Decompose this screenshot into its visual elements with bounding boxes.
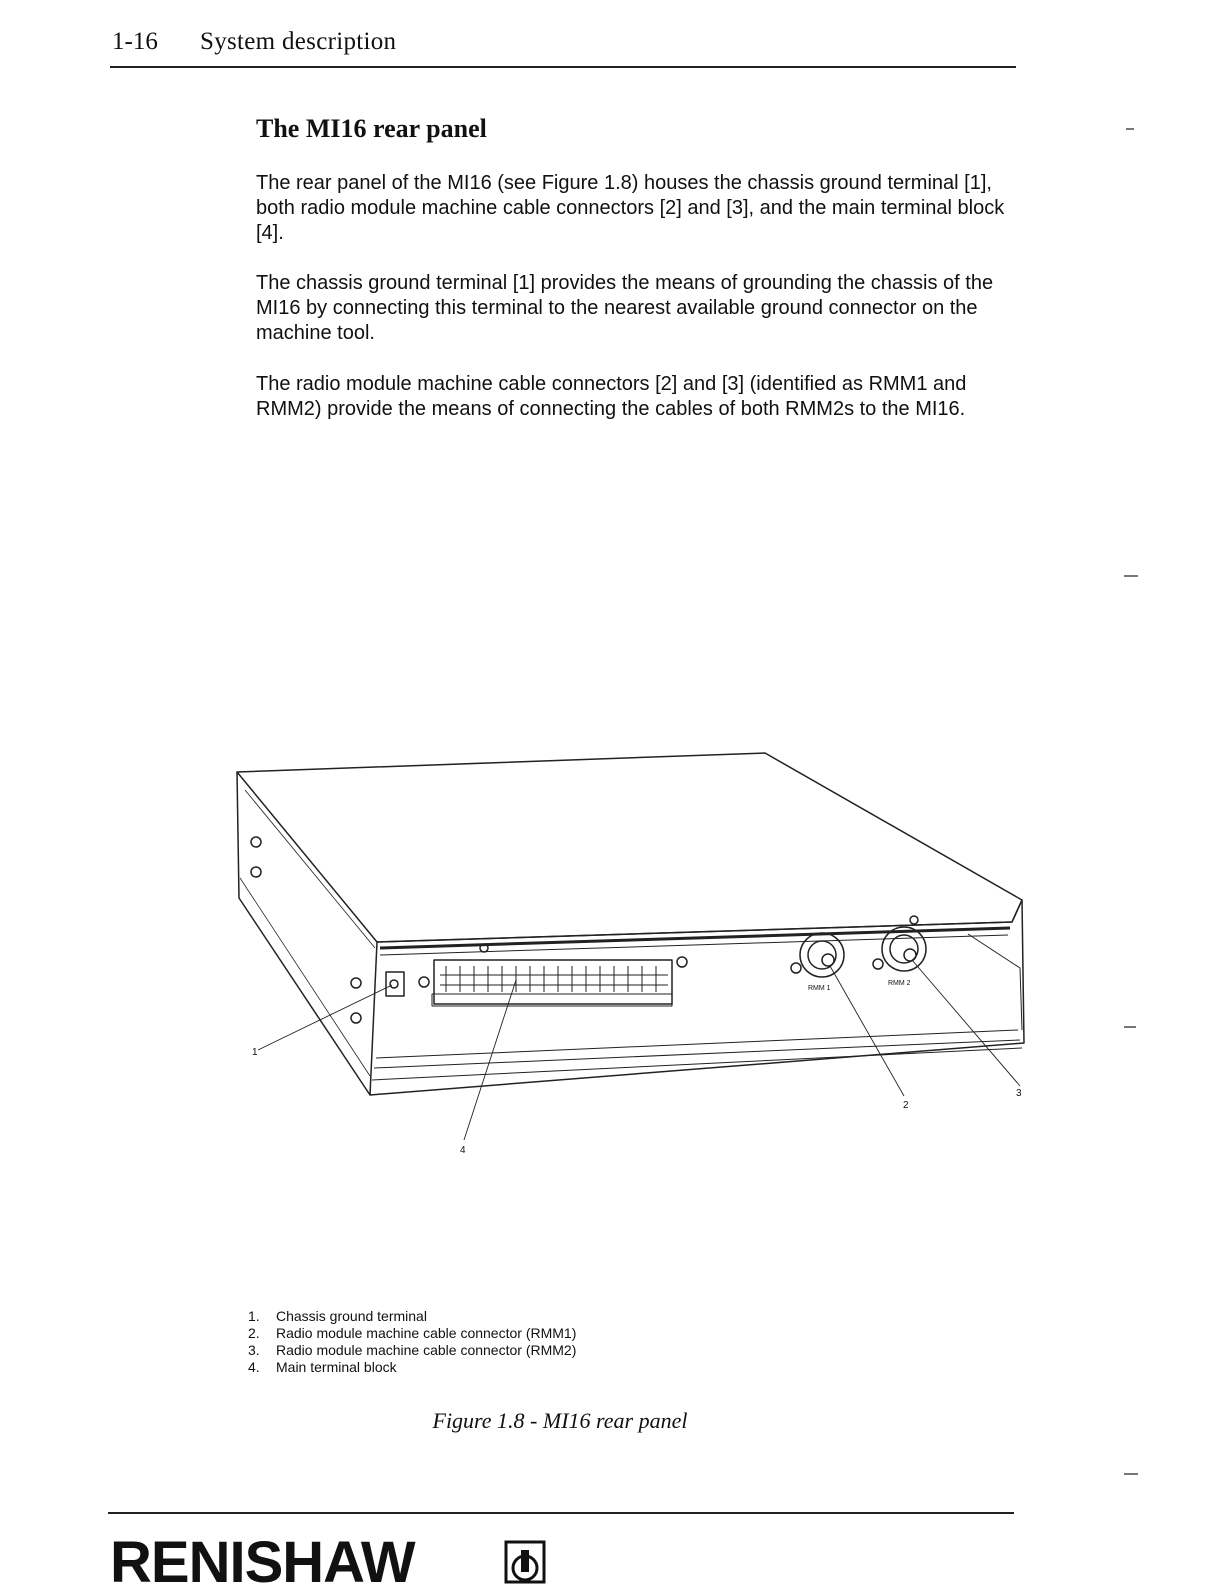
legend-number: 2. <box>248 1325 260 1341</box>
legend-item <box>248 1325 576 1342</box>
screw-icon <box>251 837 261 847</box>
rear-panel-figure <box>200 700 1060 1200</box>
legend-text: Radio module machine cable connector (RMM2) <box>276 1342 577 1358</box>
legend-text: Radio module machine cable connector (RMM1) <box>276 1325 577 1341</box>
screw-icon <box>351 1013 361 1023</box>
legend-item <box>248 1342 576 1359</box>
rmm2-connector-icon <box>882 927 926 971</box>
screw-icon <box>910 916 918 924</box>
logo-wordmark: RENISHAW <box>110 1530 415 1584</box>
page-number: 1-16 <box>112 28 158 55</box>
legend-text: Main terminal block <box>276 1359 397 1375</box>
screw-icon <box>677 957 687 967</box>
paragraph-2: The chassis ground terminal [1] provides the means of grounding the chassis of the MI16 by connecting this terminal to the nearest available ground connector on the machine tool. <box>256 272 994 344</box>
figure-legend <box>248 1308 576 1376</box>
paragraph-1: The rear panel of the MI16 (see Figure 1.8) houses the chassis ground terminal [1], both radio module machine cable connectors [2] and [3], and the main terminal block [4]. <box>256 172 1005 244</box>
legend-number: 1. <box>248 1308 260 1324</box>
case-left-side <box>237 772 377 1095</box>
section-title: The MI16 rear panel <box>256 114 487 143</box>
screw-icon <box>419 977 429 987</box>
margin-mark <box>1124 575 1138 577</box>
renishaw-logo <box>108 1520 548 1584</box>
running-header: System description <box>200 28 397 55</box>
leader-line-3 <box>912 960 1020 1086</box>
legend-item <box>248 1359 576 1376</box>
margin-mark <box>1126 128 1134 130</box>
callout-1: 1 <box>252 1047 258 1058</box>
paragraph-3: The radio module machine cable connectors [2] and [3] (identified as RMM1 and RMM2) provide the means of connecting the cables of both RMM2s to the MI16. <box>256 373 967 420</box>
rmm1-connector-icon <box>800 933 844 977</box>
terminal-block-icon <box>434 960 672 1004</box>
rmm2-label: RMM 2 <box>888 980 911 987</box>
screw-icon <box>351 978 361 988</box>
screw-icon <box>251 867 261 877</box>
callout-2: 2 <box>903 1100 909 1111</box>
figure-caption: Figure 1.8 - MI16 rear panel <box>432 1408 688 1433</box>
ground-terminal-icon <box>386 972 404 996</box>
legend-number: 3. <box>248 1342 260 1358</box>
callout-3: 3 <box>1016 1088 1022 1099</box>
legend-item <box>248 1308 576 1325</box>
footer-rule <box>108 1512 1014 1514</box>
rmm1-label: RMM 1 <box>808 985 831 992</box>
legend-number: 4. <box>248 1359 260 1375</box>
margin-mark <box>1124 1473 1138 1475</box>
logo-emblem-icon <box>506 1542 544 1582</box>
case-top <box>237 753 1022 942</box>
margin-mark <box>1124 1026 1136 1028</box>
legend-text: Chassis ground terminal <box>276 1308 427 1324</box>
callout-4: 4 <box>460 1145 466 1156</box>
header-rule <box>110 66 1016 68</box>
